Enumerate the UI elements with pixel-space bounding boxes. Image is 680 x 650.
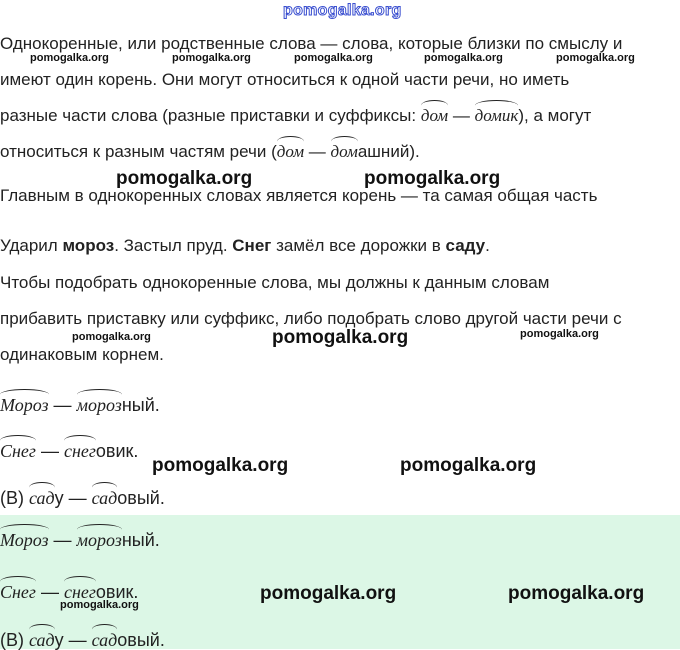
watermark-small: pomogalka.org	[30, 52, 109, 64]
watermark-large: pomogalka.org	[260, 583, 397, 604]
example-sneg-1: Снег — снеговик.	[0, 441, 139, 461]
watermark-small: pomogalka.org	[60, 599, 139, 611]
text-line-2: имеют один корень. Они могут относиться к одной части речи, но иметь	[0, 70, 570, 89]
root-dom-2: дом	[276, 142, 305, 161]
watermark-large: pomogalka.org	[508, 583, 645, 604]
example-sneg-2: Снег — снеговик.	[0, 582, 139, 602]
text-line-6: Ударил мороз. Застыл пруд. Снег замёл все дорожки в саду.	[0, 236, 490, 255]
watermark-small: pomogalka.org	[172, 52, 251, 64]
watermark-large: pomogalka.org	[116, 168, 253, 189]
watermark-large: pomogalka.org	[152, 455, 289, 476]
text-line-7: Чтобы подобрать однокоренные слова, мы должны к данным словам	[0, 273, 550, 292]
watermark-top: pomogalka.org	[283, 2, 402, 19]
example-sad-1: (В) саду — садовый.	[0, 488, 165, 508]
watermark-small: pomogalka.org	[556, 52, 635, 64]
watermark-small: pomogalka.org	[72, 331, 151, 343]
watermark-large: pomogalka.org	[364, 168, 501, 189]
watermark-small: pomogalka.org	[520, 328, 599, 340]
text-line-1: Однокоренные, или родственные слова — слова, которые близки по смыслу и	[0, 34, 623, 53]
root-dom-1: дом	[420, 106, 449, 125]
text-line-5: Главным в однокоренных словах является корень — та самая общая часть	[0, 186, 598, 205]
text-line-4: относиться к разным частям речи (дом — домашний).	[0, 142, 420, 161]
text-line-3: разные части слова (разные приставки и суффиксы: дом — домик), а могут	[0, 106, 592, 125]
text-line-8: прибавить приставку или суффикс, либо подобрать слово другой части речи с	[0, 309, 622, 328]
watermark-small: pomogalka.org	[294, 52, 373, 64]
text-line-9: одинаковым корнем.	[0, 345, 164, 364]
root-dom-3: дом	[330, 142, 358, 161]
watermark-large: pomogalka.org	[400, 455, 537, 476]
watermark-large: pomogalka.org	[272, 327, 409, 348]
root-domik: домик	[474, 106, 519, 125]
watermark-small: pomogalka.org	[424, 52, 503, 64]
example-sad-2: (В) саду — садовый.	[0, 630, 165, 650]
example-moroz-2: Мороз — морозный.	[0, 530, 160, 550]
example-moroz-1: Мороз — морозный.	[0, 395, 160, 415]
